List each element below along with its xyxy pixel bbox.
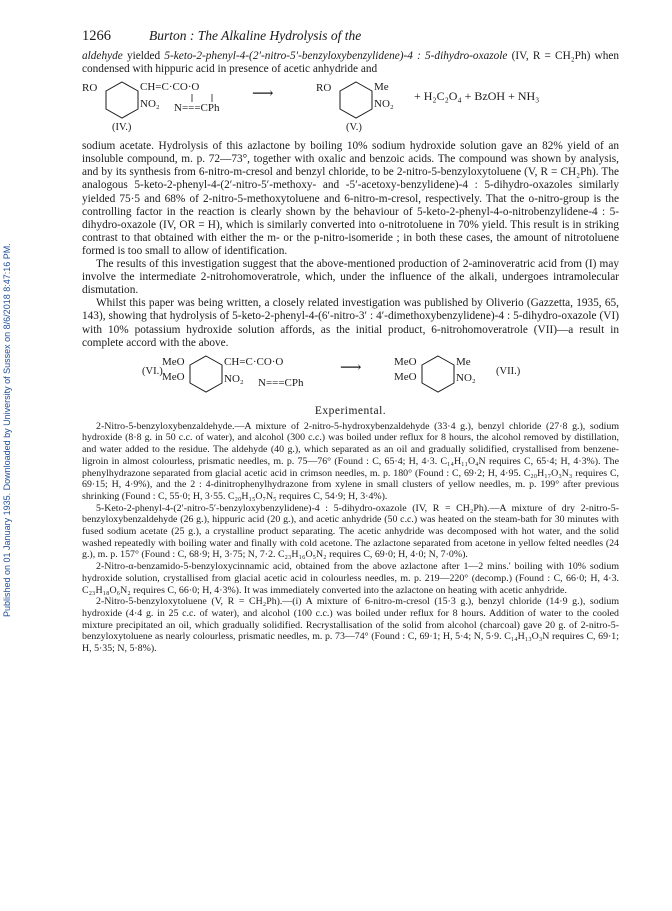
body-paragraph-4: Whilst this paper was being written, a closely related investigation was published by Oliverio (Gazzetta, 1935, 65, 143), showing that hydrolysis of 5-keto-2-phenyl-4-(6′-nitro-3′ : 4′-dimethoxybenzylidene)-4 : 5-dihydro-oxazole (VI) with 10% potassium hydroxide solution affords, as the initial product, 6-nitrohomoveratrole (VII)—a result in complete accord with the above. xyxy=(82,297,619,349)
intro-aldehyde-word: aldehyde xyxy=(82,50,123,62)
scheme2-meo-bot-right: MeO xyxy=(394,370,417,383)
reaction-scheme-1 xyxy=(82,78,619,138)
scheme2-no2-right: NO₂ xyxy=(456,371,476,384)
scheme2-meo-top-right: MeO xyxy=(394,355,417,368)
benzene-ring-vi xyxy=(190,356,222,392)
scheme1-products: + H₂C₂O₄ + BzOH + NH₃ xyxy=(414,89,540,104)
scheme1-label-v: (V.) xyxy=(346,122,362,134)
scheme2-arrow: ⟶ xyxy=(340,359,362,376)
scheme2-n-cph: N===CPh xyxy=(258,376,304,389)
intro-rest: (IV, R = CH₂Ph) when condensed with hippuric acid in presence of acetic anhydride and xyxy=(82,50,620,76)
page-content xyxy=(82,28,619,655)
scheme2-no2-left: NO₂ xyxy=(224,372,244,385)
intro-yielded: yielded xyxy=(122,50,165,62)
benzene-ring-iv xyxy=(106,82,138,118)
experimental-paragraph-3: 2-Nitro-α-benzamido-5-benzyloxycinnamic acid, obtained from the above azlactone after 1—2 mins.' boiling with 10% sodium hydroxide solution, crystallised from glacial acetic acid in colourless needles, m. p. 219—220° (decomp.) (Found : C, 66·0; H, 4·3. C₂₃H₁₈O₆N₂ requires C, 66·0; H, 4·3%). It was immediately converted into the azlactone on heating with acetic anhydride. xyxy=(82,561,619,596)
scheme1-ch-top: CH=C·CO·O xyxy=(140,81,200,94)
scheme2-label-vii: (VII.) xyxy=(496,365,521,377)
scheme2-me: Me xyxy=(456,355,471,368)
scheme2-meo-bot-left: MeO xyxy=(162,370,185,383)
scheme1-me: Me xyxy=(374,81,389,94)
benzene-ring-vii xyxy=(422,356,454,392)
intro-compound-name: 5-keto-2-phenyl-4-(2′-nitro-5′-benzyloxybenzylidene)-4 : 5-dihydro-oxazole xyxy=(164,50,508,62)
body-paragraph-2: sodium acetate. Hydrolysis of this azlactone by boiling 10% sodium hydroxide solution gave an 82% yield of an insoluble compound, m. p. 72—73°, together with oxalic and benzoic acids. The compound was shown by analysis, and by its synthesis from 6-nitro-m-cresol and benzyl chloride, to be 2-nitro-5-benzyloxytoluene (V, R = CH₂Ph). The analogous 5-keto-2-phenyl-4-(2′-nitro-5′-methoxy- and -5′-acetoxy-benzylidene)-4 : 5-dihydro-oxazoles similarly yielded 75·5 and 68% of 2-nitro-5-methoxytoluene and 6-nitro-m-cresol, respectively. That the o-nitro-group is the controlling factor in the reaction is clearly shown by the behaviour of 5-keto-2-phenyl-4-o-nitrobenzylidene-4 : 5-dihydro-oxazole (IV, OR = H), which is similarly converted into o-nitrotoluene in 70% yield. This result is in striking contrast to that obtained with either the m- or the p-nitro-isomeride ; in both these cases, the amount of nitrotoluene formed is too small to allow of identification. xyxy=(82,140,619,257)
experimental-heading: Experimental. xyxy=(314,404,387,417)
publication-side-note: Published on 01 January 1935. Downloaded by University of Sussex on 8/6/2018 8:47:16 PM. xyxy=(2,243,12,617)
body-paragraph-3: The results of this investigation suggest that the above-mentioned production of 2-aminoveratric acid from (I) may involve the intermediate 2-nitrohomoveratrole, which, under the influence of the alkali, undergoes intramolecular dismutation. xyxy=(82,258,619,297)
scheme1-arrow: ⟶ xyxy=(252,86,274,103)
scheme1-n-cph: N===CPh xyxy=(174,102,220,115)
experimental-paragraph-1: 2-Nitro-5-benzyloxybenzaldehyde.—A mixture of 2-nitro-5-hydroxybenzaldehyde (33·4 g.), benzyl chloride (27·8 g.), sodium hydroxide (8·8 g. in 50 c.c. of water), and alcohol (300 c.c.) was boiled under reflux for 8 hours, the alcohol removed by distillation, and water added to the residue. The aldehyde (40 g.), which separated as an oil and gradually solidified, crystallised from benzene-ligroin in almost colourless, prismatic needles, m. p. 75—76° (Found : C, 65·4; H, 4·3. C₁₄H₁₁O₄N requires C, 65·4; H, 4·3%). The phenylhydrazone separated from glacial acetic acid in crimson needles, m. p. 180° (Found : C, 69·2; H, 4·95. C₂₀H₁₇O₃N₃ requires C, 69·15; H, 4·9%), and the 2 : 4-dinitrophenylhydrazone from xylene in small clusters of yellow needles, m. p. 199° after previous shrinking (Found : C, 55·0; H, 3·55. C₂₀H₁₅O₇N₅ requires C, 54·9; H, 3·4%). xyxy=(82,420,619,502)
running-header xyxy=(82,28,619,45)
intro-paragraph xyxy=(82,50,619,76)
scheme1-ro-right: RO xyxy=(316,82,332,95)
scheme1-label-iv: (IV.) xyxy=(112,122,132,134)
page-number: 1266 xyxy=(82,28,111,44)
scheme1-no2-left: NO₂ xyxy=(140,98,160,111)
benzene-ring-v xyxy=(340,82,372,118)
scheme1-ro-left: RO xyxy=(82,82,98,95)
experimental-paragraph-2: 5-Keto-2-phenyl-4-(2′-nitro-5′-benzyloxybenzylidene)-4 : 5-dihydro-oxazole (IV, R = CH₂Ph).—A mixture of dry 2-nitro-5-benzyloxybenzaldehyde (26 g.), hippuric acid (20 g.), and acetic anhydride (50 c.c.) was heated on the steam-bath for 30 minutes with fused sodium acetate (25 g.), a crystalline product separating. The acetic anhydride was decomposed with hot water, and the solid washed repeatedly with boiling water and finally with cold acetone. The azlactone separated from acetone in yellow felted needles (24 g.), m. p. 157° (Found : C, 68·9; H, 3·75; N, 7·2. C₂₃H₁₆O₅N₂ requires C, 69·0; H, 4·0; N, 7·0%). xyxy=(82,502,619,561)
scheme2-meo-top-left: MeO xyxy=(162,355,185,368)
scheme2-ch-top: CH=C·CO·O xyxy=(224,355,284,368)
scheme2-label-vi: (VI.) xyxy=(142,365,163,377)
scheme1-no2-right: NO₂ xyxy=(374,98,394,111)
running-title: Burton : The Alkaline Hydrolysis of the xyxy=(149,28,362,43)
reaction-scheme-2 xyxy=(82,354,619,400)
experimental-paragraph-4: 2-Nitro-5-benzyloxytoluene (V, R = CH₂Ph).—(i) A mixture of 6-nitro-m-cresol (15·3 g.), benzyl chloride (14·9 g.), sodium hydroxide (4·4 g. in 25 c.c. of water), and alcohol (100 c.c.) was boiled under reflux for 8 hours. Addition of water to the cooled mixture precipitated an oil, which gradually solidified. Recrystallisation of the solid from alcohol (charcoal) gave 20 g. of 2-nitro-5-benzyloxytoluene as nearly colourless, prismatic needles, m. p. 73—74° (Found : C, 69·1; H, 5·4; N, 5·9. C₁₄H₁₃O₃N requires C, 69·1; H, 5·35; N, 5·8%). xyxy=(82,596,619,655)
